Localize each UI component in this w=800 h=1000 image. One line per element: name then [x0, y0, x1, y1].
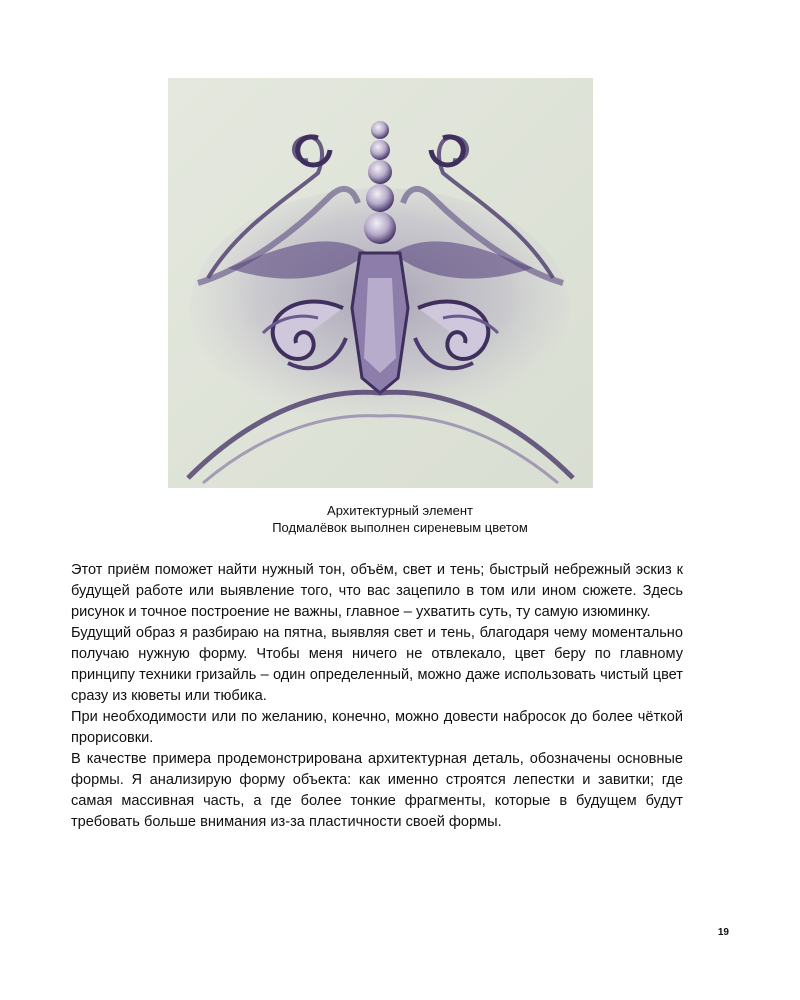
caption-line-2: Подмалёвок выполнен сиреневым цветом	[272, 520, 528, 535]
watercolor-illustration	[168, 78, 593, 488]
paragraph: В качестве примера продемонстрирована архитектурная деталь, обозначены основные формы. Я анализирую форму объекта: как именно строятся лепестки и завитки; где самая массивная часть, а где более тонкие фрагменты, которые в будущем будут требовать больше внимания из-за пластичности своей формы.	[71, 751, 683, 830]
architectural-element-painting	[168, 78, 593, 488]
figure-caption	[0, 502, 800, 536]
paragraph: Этот приём поможет найти нужный тон, объём, свет и тень; быстрый небрежный эскиз к будущей работе или выявление того, что вас зацепило в том или ином сюжете. Здесь рисунок и точное построение не важны, главное – ухватить суть, ту самую изюминку.	[71, 562, 683, 620]
paragraph: Будущий образ я разбираю на пятна, выявляя свет и тень, благодаря чему моментально получаю нужную форму. Чтобы меня ничего не отвлекало, цвет беру по главному принципу техники гризайль – один определенный, можно даже использовать чистый цвет сразу из кюветы или тюбика.	[71, 625, 683, 704]
caption-line-1: Архитектурный элемент	[327, 503, 473, 518]
page-number: 19	[717, 927, 729, 938]
paragraph: При необходимости или по желанию, конечно, можно довести набросок до более чёткой прорисовки.	[71, 709, 683, 746]
body-text	[71, 560, 683, 833]
